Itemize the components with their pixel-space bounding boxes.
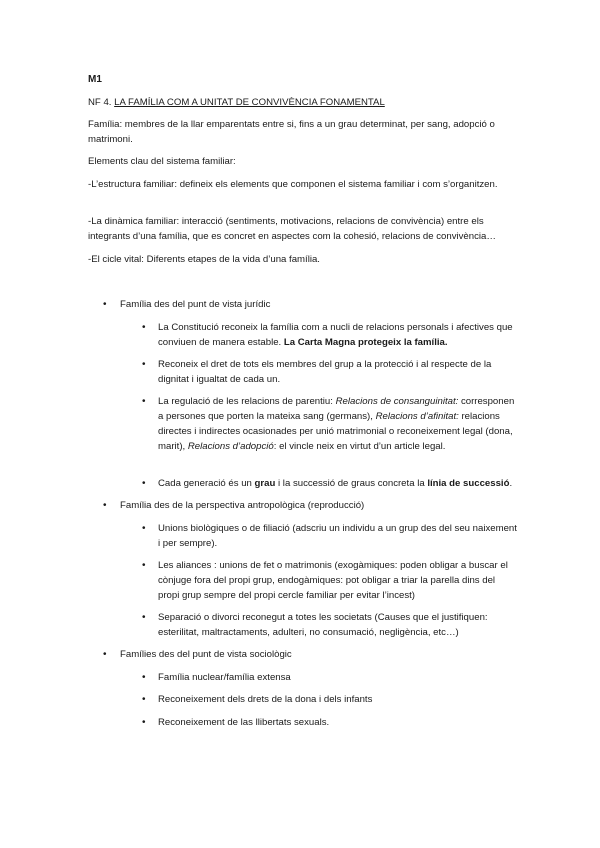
consanguinity-label: Relacions de consanguinitat: — [335, 396, 459, 407]
adoption-text: : el vincle neix en virtut d’un article legal. — [273, 441, 446, 452]
anthropology-point-unions: Unions biològiques o de filiació (adscriu un individu a un grup des del seu naixement i per sempre). — [158, 523, 517, 549]
sociological-perspective-title: Famílies des del punt de vista sociològic — [120, 649, 292, 660]
kinship-intro: La regulació de les relacions de parentiu: — [158, 396, 336, 407]
legal-point-constitution — [158, 320, 518, 350]
succession-line-term: línia de successió — [427, 478, 510, 489]
bullet-icon: • — [142, 322, 146, 333]
section-heading — [88, 95, 385, 110]
legal-perspective-title: Família des del punt de vista jurídic — [120, 299, 271, 310]
generation-text-a: Cada generació és un — [158, 478, 255, 489]
module-heading: M1 — [88, 74, 102, 85]
section-title: LA FAMÍLIA COM A UNITAT DE CONVIVÈNCIA FONAMENTAL — [114, 97, 385, 108]
sociology-point-rights: Reconeixement dels drets de la dona i dels infants — [158, 694, 373, 705]
grade-term: grau — [254, 478, 276, 489]
sociology-point-family-types: Família nuclear/família extensa — [158, 672, 291, 683]
affinity-label: Relacions d’afinitat: — [375, 411, 459, 422]
bullet-icon: • — [142, 672, 146, 683]
bullet-icon: • — [103, 299, 107, 310]
generation-text-b: i la successió de graus concreta la — [275, 478, 428, 489]
bullet-icon: • — [142, 359, 146, 370]
consanguinity-text: corresponen a persones que porten la mateixa sang (germans), — [158, 396, 515, 422]
key-elements-heading: Elements clau del sistema familiar: — [88, 156, 236, 167]
legal-point-generation — [158, 476, 518, 491]
adoption-label: Relacions d’adopció — [187, 441, 274, 452]
generation-text-end: . — [509, 478, 513, 489]
bullet-icon: • — [142, 523, 146, 534]
bullet-icon: • — [103, 500, 107, 511]
sociology-point-freedoms: Reconeixement de las llibertats sexuals. — [158, 717, 330, 728]
anthropology-point-divorce: Separació o divorci reconegut a totes les societats (Causes que el justifiquen: esterilitat, maltractaments, adulteri, no consumació, negligència, etc…) — [158, 612, 488, 638]
bullet-icon: • — [103, 649, 107, 660]
life-cycle-paragraph: -El cicle vital: Diferents etapes de la vida d’una família. — [88, 254, 320, 265]
section-prefix: NF 4. — [88, 97, 112, 108]
structure-paragraph: -L’estructura familiar: defineix els elements que componen el sistema familiar i com s’organitzen. — [88, 179, 498, 190]
constitution-text: La Constitució reconeix la família com a nucli de relacions personals i afectives que conviuen de manera estable. — [158, 322, 513, 348]
family-definition: Família: membres de la llar emparentats entre si, fins a un grau determinat, per sang, adopció o matrimoni. — [88, 119, 495, 145]
legal-point-rights: Reconeix el dret de tots els membres del grup a la protecció i al respecte de la dignitat i igualtat de cada un. — [158, 359, 492, 385]
carta-magna-text: La Carta Magna protegeix la família. — [283, 337, 448, 348]
legal-point-kinship — [158, 394, 518, 454]
bullet-icon: • — [142, 560, 146, 571]
anthropology-point-alliances: Les aliances : unions de fet o matrimonis (exogàmiques: poden obligar a buscar el cònjuge fora del propi grup, endogàmiques: pot obligar a triar la parella dins del propi grup sempre del propi cercle familiar per evitar l’incest) — [158, 560, 508, 601]
bullet-icon: • — [142, 396, 146, 407]
bullet-icon: • — [142, 717, 146, 728]
bullet-icon: • — [142, 478, 146, 489]
affinity-text: relacions directes i indirectes ocasionades per unió matrimonial o reconeixement legal (dona, marit), — [158, 411, 513, 452]
bullet-icon: • — [142, 612, 146, 623]
bullet-icon: • — [142, 694, 146, 705]
anthropological-perspective-title: Família des de la perspectiva antropològica (reproducció) — [120, 500, 365, 511]
dynamics-paragraph: -La dinàmica familiar: interacció (sentiments, motivacions, relacions de convivència) entre els integrants d’una família, que es concret en aspectes com la cohesió, relacions de convivència… — [88, 216, 496, 242]
